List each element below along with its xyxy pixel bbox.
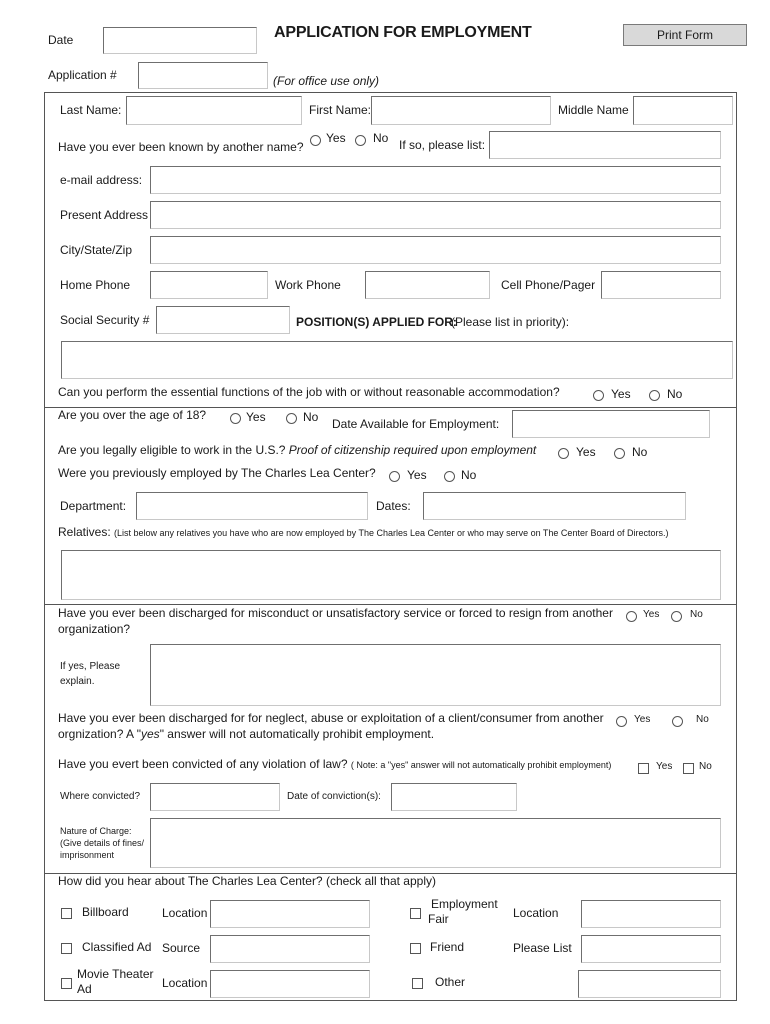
date-field[interactable] (103, 27, 257, 54)
other-name-yes-label: Yes (326, 131, 346, 145)
legal-no-radio[interactable] (614, 448, 625, 459)
city-state-zip-field[interactable] (150, 236, 721, 264)
dates-label: Dates: (376, 499, 411, 513)
application-number-label: Application # (48, 68, 117, 82)
other-name-yes-radio[interactable] (310, 135, 321, 146)
neglect-question-line1: Have you ever been discharged for for neglect, abuse or exploitation of a client/consumer from another (58, 711, 604, 725)
other-checkbox[interactable] (412, 978, 423, 989)
legal-no-label: No (632, 445, 648, 459)
explain-label-line2: explain. (60, 676, 95, 687)
movie-theater-label-line1: Movie Theater (77, 967, 154, 981)
classified-source-label: Source (162, 941, 201, 955)
legal-yes-radio[interactable] (558, 448, 569, 459)
middle-name-label: Middle Name (558, 103, 629, 117)
essential-yes-label: Yes (611, 387, 631, 401)
positions-note: (Please list in priority): (451, 315, 570, 329)
employment-fair-label-line1: Employment (431, 897, 498, 911)
where-convicted-label: Where convicted? (60, 791, 141, 802)
department-field[interactable] (136, 492, 368, 520)
neglect-yes-radio[interactable] (616, 716, 627, 727)
billboard-location-field[interactable] (210, 900, 370, 928)
nature-of-charge-field[interactable] (150, 818, 721, 868)
present-address-field[interactable] (150, 201, 721, 229)
first-name-label: First Name: (309, 103, 372, 117)
legal-question-text: Are you legally eligible to work in the U.S.? (58, 443, 286, 457)
essential-yes-radio[interactable] (593, 390, 604, 401)
last-name-label: Last Name: (60, 103, 122, 117)
where-convicted-field[interactable] (150, 783, 280, 811)
neglect-q-yes: yes (141, 727, 160, 741)
email-label: e-mail address: (60, 173, 143, 187)
convicted-yes-label: Yes (656, 761, 673, 772)
explain-label-line1: If yes, Please (60, 661, 121, 672)
age-yes-radio[interactable] (230, 413, 241, 424)
middle-name-field[interactable] (633, 96, 733, 125)
other-name-no-radio[interactable] (355, 135, 366, 146)
work-phone-label: Work Phone (275, 278, 341, 292)
friend-list-label: Please List (513, 941, 572, 955)
home-phone-field[interactable] (150, 271, 268, 299)
convicted-yes-checkbox[interactable] (638, 763, 649, 774)
age-question: Are you over the age of 18? (58, 408, 207, 422)
previous-no-label: No (461, 468, 477, 482)
friend-label: Friend (430, 940, 465, 954)
city-state-zip-label: City/State/Zip (60, 243, 133, 257)
office-use-note: (For office use only) (273, 74, 380, 88)
movie-theater-label-line2: Ad (77, 982, 92, 996)
date-conviction-label: Date of conviction(s): (287, 791, 381, 802)
explain-field[interactable] (150, 644, 721, 706)
last-name-field[interactable] (126, 96, 302, 125)
age-no-label: No (303, 410, 319, 424)
dates-field[interactable] (423, 492, 686, 520)
neglect-q-part-c: " answer will not automatically prohibit employment. (159, 727, 435, 741)
work-phone-field[interactable] (365, 271, 490, 299)
discharged-yes-label: Yes (643, 609, 660, 620)
discharged-yes-radio[interactable] (626, 611, 637, 622)
convicted-question (58, 757, 611, 771)
other-label: Other (435, 975, 466, 989)
age-no-radio[interactable] (286, 413, 297, 424)
form-title: APPLICATION FOR EMPLOYMENT (274, 24, 532, 41)
neglect-question-line2 (58, 727, 434, 741)
billboard-checkbox[interactable] (61, 908, 72, 919)
referral-question: How did you hear about The Charles Lea Center? (check all that apply) (58, 874, 436, 888)
department-label: Department: (60, 499, 127, 513)
if-so-label: If so, please list: (399, 138, 486, 152)
essential-no-radio[interactable] (649, 390, 660, 401)
home-phone-label: Home Phone (60, 278, 131, 292)
date-available-field[interactable] (512, 410, 710, 438)
legal-yes-label: Yes (576, 445, 596, 459)
relatives-note: (List below any relatives you have who are now employed by The Charles Lea Center or who may serve on The Center Board of Directors.) (114, 528, 669, 538)
convicted-no-checkbox[interactable] (683, 763, 694, 774)
billboard-location-label: Location (162, 906, 208, 920)
positions-label: POSITION(S) APPLIED FOR: (296, 315, 457, 329)
previous-yes-label: Yes (407, 468, 427, 482)
first-name-field[interactable] (371, 96, 551, 125)
discharged-no-label: No (690, 609, 703, 620)
previous-yes-radio[interactable] (389, 471, 400, 482)
employment-fair-label-line2: Fair (428, 912, 449, 926)
positions-field[interactable] (61, 341, 733, 379)
neglect-yes-label: Yes (634, 714, 651, 725)
relatives-label-text: Relatives: (58, 525, 111, 539)
legal-question-note: Proof of citizenship required upon employment (288, 443, 537, 457)
email-field[interactable] (150, 166, 721, 194)
cell-phone-field[interactable] (601, 271, 721, 299)
movie-location-label: Location (162, 976, 208, 990)
date-conviction-field[interactable] (391, 783, 517, 811)
legal-question (58, 443, 536, 457)
classified-ad-label: Classified Ad (82, 940, 152, 954)
ssn-field[interactable] (156, 306, 290, 334)
convicted-note: ( Note: a "yes" answer will not automatically prohibit employment) (350, 760, 612, 770)
movie-location-field[interactable] (210, 970, 370, 998)
employment-fair-checkbox[interactable] (410, 908, 421, 919)
neglect-q-part-a: orgnization? A " (58, 727, 141, 741)
classified-ad-checkbox[interactable] (61, 943, 72, 954)
relatives-field[interactable] (61, 550, 721, 600)
friend-checkbox[interactable] (410, 943, 421, 954)
billboard-label: Billboard (82, 905, 129, 919)
essential-no-label: No (667, 387, 683, 401)
neglect-no-label: No (696, 714, 709, 725)
present-address-label: Present Address (60, 208, 149, 222)
nature-label-line3: imprisonment (60, 850, 115, 860)
discharged-question-line1: Have you ever been discharged for misconduct or unsatisfactory service or forced to resign from another (58, 606, 613, 620)
discharged-no-radio[interactable] (671, 611, 682, 622)
date-available-label: Date Available for Employment: (332, 417, 500, 431)
application-number-field[interactable] (138, 62, 268, 89)
other-field[interactable] (578, 970, 721, 998)
friend-list-field[interactable] (581, 935, 721, 963)
fair-location-label: Location (513, 906, 559, 920)
other-name-no-label: No (373, 131, 389, 145)
ssn-label: Social Security # (60, 313, 150, 327)
neglect-no-radio[interactable] (672, 716, 683, 727)
discharged-question-line2: organization? (58, 622, 131, 636)
movie-theater-checkbox[interactable] (61, 978, 72, 989)
previous-no-radio[interactable] (444, 471, 455, 482)
classified-source-field[interactable] (210, 935, 370, 963)
fair-location-field[interactable] (581, 900, 721, 928)
age-yes-label: Yes (246, 410, 266, 424)
other-name-question: Have you ever been known by another name? (58, 140, 304, 154)
essential-functions-question: Can you perform the essential functions of the job with or without reasonable accommodation? (58, 385, 560, 399)
nature-label-line1: Nature of Charge: (60, 826, 132, 836)
date-label: Date (48, 33, 74, 47)
nature-label-line2: (Give details of fines/ (60, 838, 145, 848)
relatives-label (58, 525, 668, 539)
convicted-question-text: Have you evert been convicted of any violation of law? (58, 757, 348, 771)
previous-employment-question: Were you previously employed by The Charles Lea Center? (58, 466, 376, 480)
other-name-list-field[interactable] (489, 131, 721, 159)
print-form-button[interactable]: Print Form (623, 24, 747, 46)
cell-phone-label: Cell Phone/Pager (501, 278, 596, 292)
convicted-no-label: No (699, 761, 712, 772)
